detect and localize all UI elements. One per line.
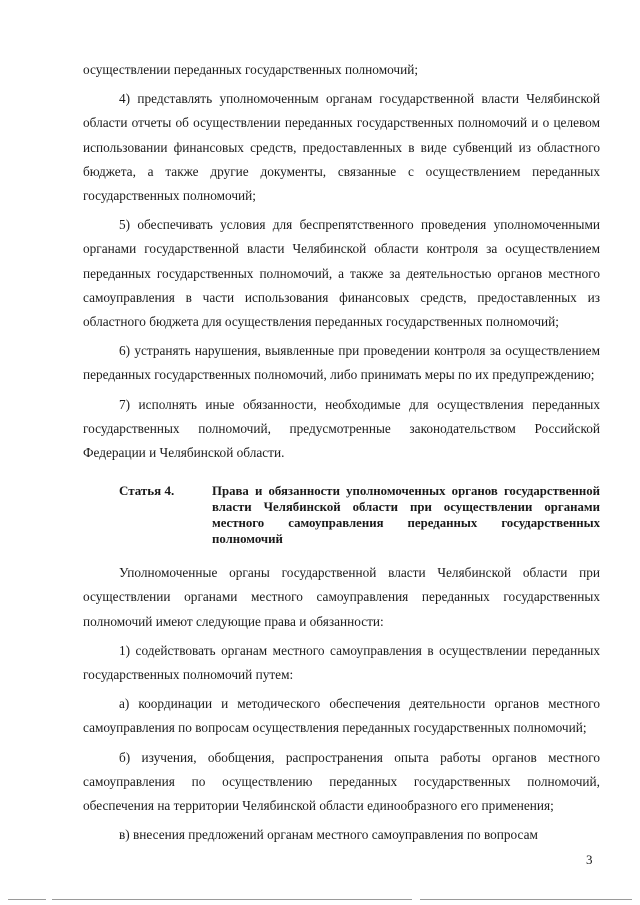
paragraph-item-b: б) изучения, обобщения, распространения опыта работы органов местного самоуправления по осуществлению переданных государственных полномочий, обеспечения на территории Челябинской области единообразного его применения; xyxy=(83,749,600,814)
paragraph-item-5: 5) обеспечивать условия для беспрепятственного проведения уполномоченными органами государственной власти Челябинской области контроля за осуществлением переданных государственных полномочий, а также за деятельностью органов местного самоуправления в части использования финансовых средств, предоставленных из областного бюджета для осуществления переданных государственных полномочий; xyxy=(83,217,600,330)
paragraph-item-4: 4) представлять уполномоченным органам государственной власти Челябинской области отчеты об осуществлении переданных государственных полномочий и о целевом использовании финансовых средств, предоставленных в виде субвенций из областного бюджета, а также другие документы, связанные с осуществлением переданных государственных полномочий; xyxy=(83,91,600,204)
paragraph-item-6: 6) устранять нарушения, выявленные при проведении контроля за осуществлением переданных государственных полномочий, либо принимать меры по их предупреждению; xyxy=(83,343,600,383)
paragraph-item-a: а) координации и методического обеспечения деятельности органов местного самоуправления по вопросам осуществления переданных государственных полномочий; xyxy=(83,696,600,736)
article-title: Права и обязанности уполномоченных органов государственной власти Челябинской области при осуществлении органами местного самоуправления переданных государственных полномочий xyxy=(212,484,600,547)
paragraph-intro: Уполномоченные органы государственной власти Челябинской области при осуществлении органами местного самоуправления переданных государственных полномочий имеют следующие права и обязанности: xyxy=(83,565,600,629)
paragraph-item-1: 1) содействовать органам местного самоуправления в осуществлении переданных государственных полномочий путем: xyxy=(83,642,600,683)
article-heading xyxy=(83,483,600,547)
page-number: 3 xyxy=(586,852,593,867)
document-body xyxy=(83,58,600,852)
article-number: Статья 4. xyxy=(119,483,175,499)
paragraph-item-v: в) внесения предложений органам местного самоуправления по вопросам xyxy=(119,827,538,843)
scan-edge-line-mid xyxy=(52,899,412,900)
paragraph-continuation: осуществлении переданных государственных полномочий; xyxy=(83,62,419,77)
paragraph-item-7: 7) исполнять иные обязанности, необходимые для осуществления переданных государственных полномочий, предусмотренные законодательством Российской Федерации и Челябинской области. xyxy=(83,396,600,461)
scan-edge-line-left xyxy=(8,899,46,900)
scan-edge-line-right xyxy=(420,899,632,900)
